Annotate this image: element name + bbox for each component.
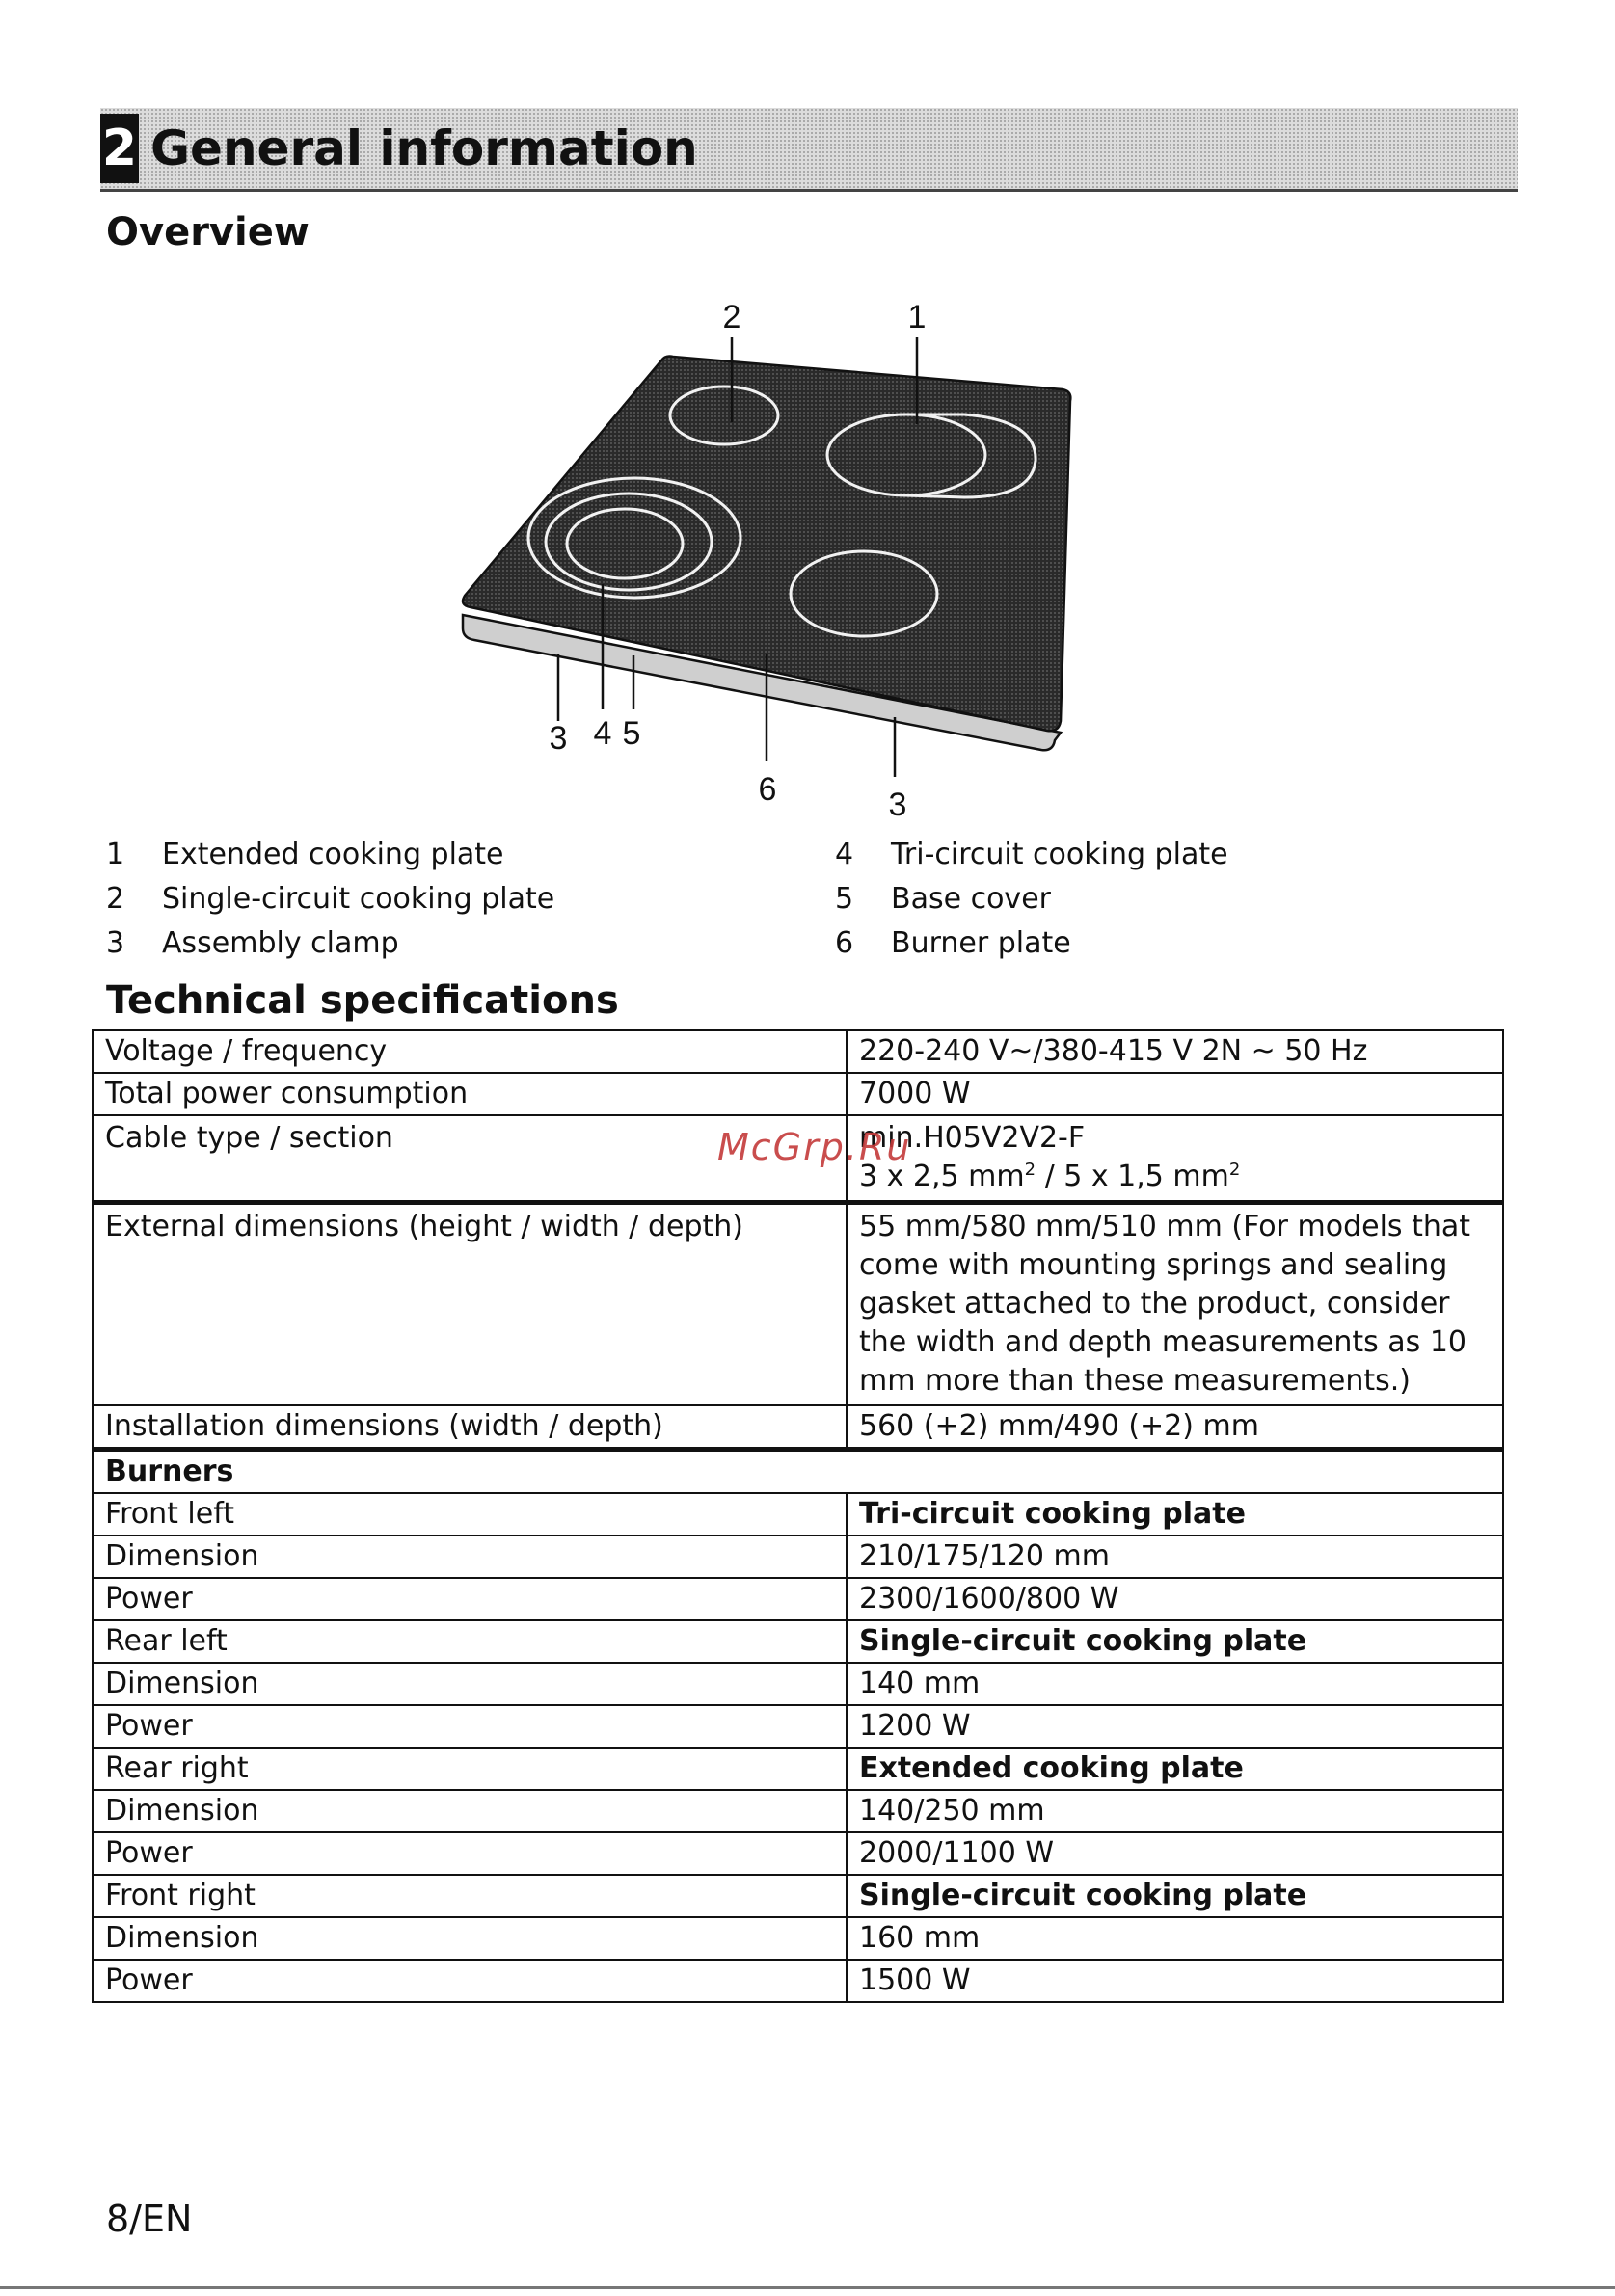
table-row — [93, 1203, 1503, 1406]
callout-2: 2 — [722, 299, 741, 335]
table-row — [93, 1450, 1503, 1494]
spec-key: Rear right — [93, 1748, 847, 1790]
bottom-rule — [0, 2286, 1615, 2289]
spec-value: 1500 W — [847, 1960, 1503, 2002]
callout-1: 1 — [907, 299, 927, 335]
legend-label: Tri-circuit cooking plate — [891, 838, 1228, 871]
legend-item — [835, 921, 1433, 966]
legend-number: 2 — [106, 882, 125, 916]
hob-illustration — [424, 280, 1118, 839]
spec-value: 140/250 mm — [847, 1790, 1503, 1832]
watermark: McGrp.Ru — [717, 1126, 912, 1168]
cable-section-a: 3 x 2,5 mm — [859, 1160, 1025, 1193]
spec-value — [847, 1115, 1503, 1203]
cable-section-line — [859, 1158, 1491, 1196]
legend-label: Assembly clamp — [162, 926, 399, 960]
callout-3-right: 3 — [888, 787, 907, 823]
section-header — [100, 108, 1518, 192]
spec-value: 210/175/120 mm — [847, 1535, 1503, 1578]
legend-label: Single-circuit cooking plate — [162, 882, 555, 916]
legend-number: 3 — [106, 926, 125, 960]
table-row — [93, 1832, 1503, 1875]
spec-key: Front left — [93, 1493, 847, 1535]
spec-key: Total power consumption — [93, 1073, 847, 1115]
spec-value: Tri-circuit cooking plate — [847, 1493, 1503, 1535]
tech-specs-heading: Technical specifications — [106, 978, 619, 1023]
hob-diagram — [424, 280, 1118, 839]
spec-value: Extended cooking plate — [847, 1748, 1503, 1790]
spec-key: Power — [93, 1960, 847, 2002]
table-row — [93, 1073, 1503, 1115]
spec-value: 560 (+2) mm/490 (+2) mm — [847, 1405, 1503, 1450]
legend-item — [106, 921, 704, 966]
burners-heading: Burners — [93, 1450, 1503, 1494]
spec-key: Power — [93, 1705, 847, 1748]
spec-value: 160 mm — [847, 1917, 1503, 1960]
table-row — [93, 1030, 1503, 1073]
table-row — [93, 1705, 1503, 1748]
spec-key: Installation dimensions (width / depth) — [93, 1405, 847, 1450]
legend-number: 4 — [835, 838, 854, 871]
spec-value: 7000 W — [847, 1073, 1503, 1115]
legend-right — [835, 833, 1433, 966]
table-row — [93, 1960, 1503, 2002]
spec-key: Dimension — [93, 1663, 847, 1705]
spec-key: External dimensions (height / width / depth) — [93, 1203, 847, 1406]
spec-value: 2000/1100 W — [847, 1832, 1503, 1875]
table-row — [93, 1493, 1503, 1535]
superscript: 2 — [1024, 1160, 1036, 1180]
spec-key: Power — [93, 1578, 847, 1620]
table-row — [93, 1405, 1503, 1450]
table-row — [93, 1790, 1503, 1832]
legend-label: Burner plate — [891, 926, 1071, 960]
section-number: 2 — [100, 114, 139, 183]
table-row — [93, 1578, 1503, 1620]
cable-type-line: min.H05V2V2-F — [859, 1121, 1086, 1155]
spec-value: Single-circuit cooking plate — [847, 1620, 1503, 1663]
table-row — [93, 1663, 1503, 1705]
legend-item — [106, 877, 704, 921]
page-number: 8/EN — [106, 2198, 193, 2240]
overview-heading: Overview — [106, 210, 310, 254]
table-row — [93, 1875, 1503, 1917]
legend-label: Base cover — [891, 882, 1051, 916]
legend-item — [835, 833, 1433, 877]
legend-item — [106, 833, 704, 877]
legend-item — [835, 877, 1433, 921]
spec-value: 2300/1600/800 W — [847, 1578, 1503, 1620]
table-row — [93, 1748, 1503, 1790]
callout-5: 5 — [622, 715, 641, 752]
spec-value: 140 mm — [847, 1663, 1503, 1705]
callout-6: 6 — [758, 771, 777, 808]
spec-value: Single-circuit cooking plate — [847, 1875, 1503, 1917]
spec-key: Dimension — [93, 1535, 847, 1578]
superscript: 2 — [1228, 1160, 1241, 1180]
legend-number: 1 — [106, 838, 125, 871]
spec-value: 55 mm/580 mm/510 mm (For models that come with mounting springs and sealing gasket attached to the product, consider the width and depth measurements as 10 mm more than these measurements.) — [847, 1203, 1503, 1406]
spec-key: Power — [93, 1832, 847, 1875]
legend-label: Extended cooking plate — [162, 838, 504, 871]
section-title: General information — [150, 120, 698, 176]
spec-key: Rear left — [93, 1620, 847, 1663]
table-row — [93, 1917, 1503, 1960]
table-row — [93, 1620, 1503, 1663]
callout-4: 4 — [593, 715, 612, 752]
cable-section-b: / 5 x 1,5 mm — [1036, 1160, 1229, 1193]
spec-value: 1200 W — [847, 1705, 1503, 1748]
spec-key: Dimension — [93, 1790, 847, 1832]
spec-key: Voltage / frequency — [93, 1030, 847, 1073]
spec-key: Front right — [93, 1875, 847, 1917]
spec-key: Cable type / section — [93, 1115, 847, 1203]
legend-left — [106, 833, 704, 966]
spec-table — [92, 1029, 1504, 2003]
table-row — [93, 1535, 1503, 1578]
legend-number: 5 — [835, 882, 854, 916]
spec-value: 220-240 V~/380-415 V 2N ~ 50 Hz — [847, 1030, 1503, 1073]
legend-number: 6 — [835, 926, 854, 960]
spec-key: Dimension — [93, 1917, 847, 1960]
callout-3-left: 3 — [549, 720, 568, 757]
